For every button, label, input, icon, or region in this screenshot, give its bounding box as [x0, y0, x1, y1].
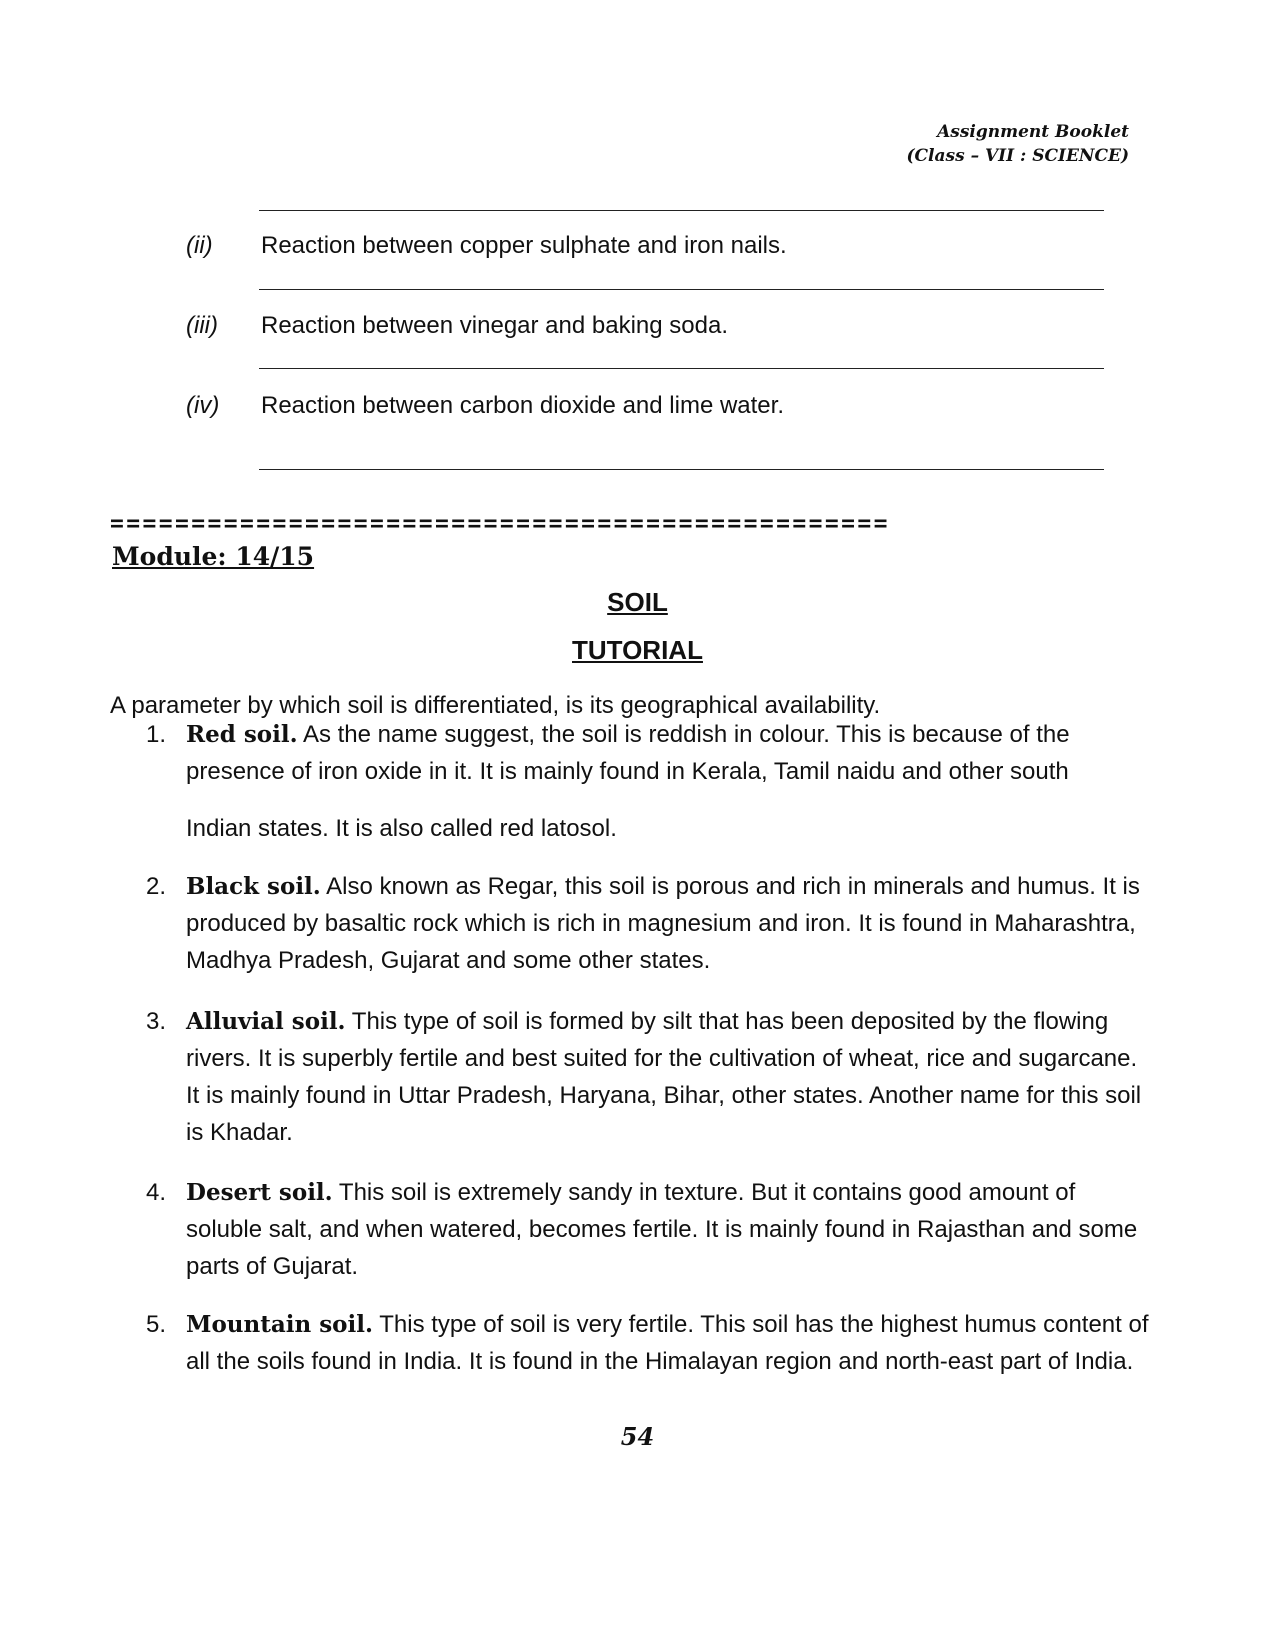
list-item — [146, 1003, 1156, 1151]
page-number: 54 — [620, 1422, 655, 1451]
list-item-number: 3. — [146, 1008, 167, 1035]
list-item-number: 1. — [146, 721, 167, 748]
list-item-term: Red soil. — [186, 721, 298, 748]
list-item — [146, 1174, 1156, 1285]
page-header — [906, 120, 1129, 168]
list-item-text: Also known as Regar, this soil is porous and rich in minerals and humus. It is produced by basaltic rock which is rich in magnesium and iron. It is found in Maharashtra, Madhya Pradesh, Gujarat and some other states. — [186, 873, 1140, 974]
list-item-term: Mountain soil. — [186, 1311, 374, 1338]
question-text: Reaction between copper sulphate and iron nails. — [261, 232, 787, 259]
list-item — [146, 716, 1156, 847]
answer-line — [259, 210, 1104, 211]
list-item — [146, 1306, 1156, 1380]
list-item-text: This type of soil is formed by silt that has been deposited by the flowing rivers. It is superbly fertile and best suited for the cultivation of wheat, rice and sugarcane. It is mainly found in Uttar Pradesh, Haryana, Bihar, other states. Another name for this soil is Khadar. — [186, 1008, 1142, 1146]
list-item-term: Alluvial soil. — [186, 1008, 346, 1035]
question-number: (iv) — [186, 392, 220, 419]
question-text: Reaction between carbon dioxide and lime water. — [261, 392, 784, 419]
header-subtitle: (Class – VII : SCIENCE) — [906, 146, 1129, 166]
list-item-number: 4. — [146, 1179, 167, 1206]
list-item-number: 5. — [146, 1311, 167, 1338]
list-item-number: 2. — [146, 873, 167, 900]
question-number: (ii) — [186, 232, 213, 259]
question-text: Reaction between vinegar and baking soda. — [261, 312, 728, 339]
list-item — [146, 868, 1156, 979]
module-label: Module: 14/15 — [112, 542, 315, 571]
answer-line — [259, 469, 1104, 470]
list-item-term: Desert soil. — [186, 1179, 333, 1206]
section-separator: ================================================ — [110, 511, 890, 537]
page-title: SOIL — [607, 587, 668, 617]
question-number: (iii) — [186, 312, 218, 339]
list-item-text: This soil is extremely sandy in texture. But it contains good amount of soluble salt, and when watered, becomes fertile. It is mainly found in Rajasthan and some parts of Gujarat. — [186, 1179, 1138, 1280]
list-item-term: Black soil. — [186, 873, 321, 900]
list-item-text: This type of soil is very fertile. This soil has the highest humus content of all the soils found in India. It is found in the Himalayan region and north-east part of India. — [186, 1311, 1149, 1375]
list-item-text-continued: Indian states. It is also called red latosol. — [186, 815, 617, 842]
header-title: Assignment Booklet — [937, 122, 1129, 142]
list-item-text: As the name suggest, the soil is reddish in colour. This is because of the presence of iron oxide in it. It is mainly found in Kerala, Tamil naidu and other south — [186, 721, 1070, 785]
page-subtitle: TUTORIAL — [572, 635, 703, 665]
intro-paragraph: A parameter by which soil is differentiated, is its geographical availability. — [110, 692, 881, 719]
answer-line — [259, 368, 1104, 369]
answer-line — [259, 289, 1104, 290]
